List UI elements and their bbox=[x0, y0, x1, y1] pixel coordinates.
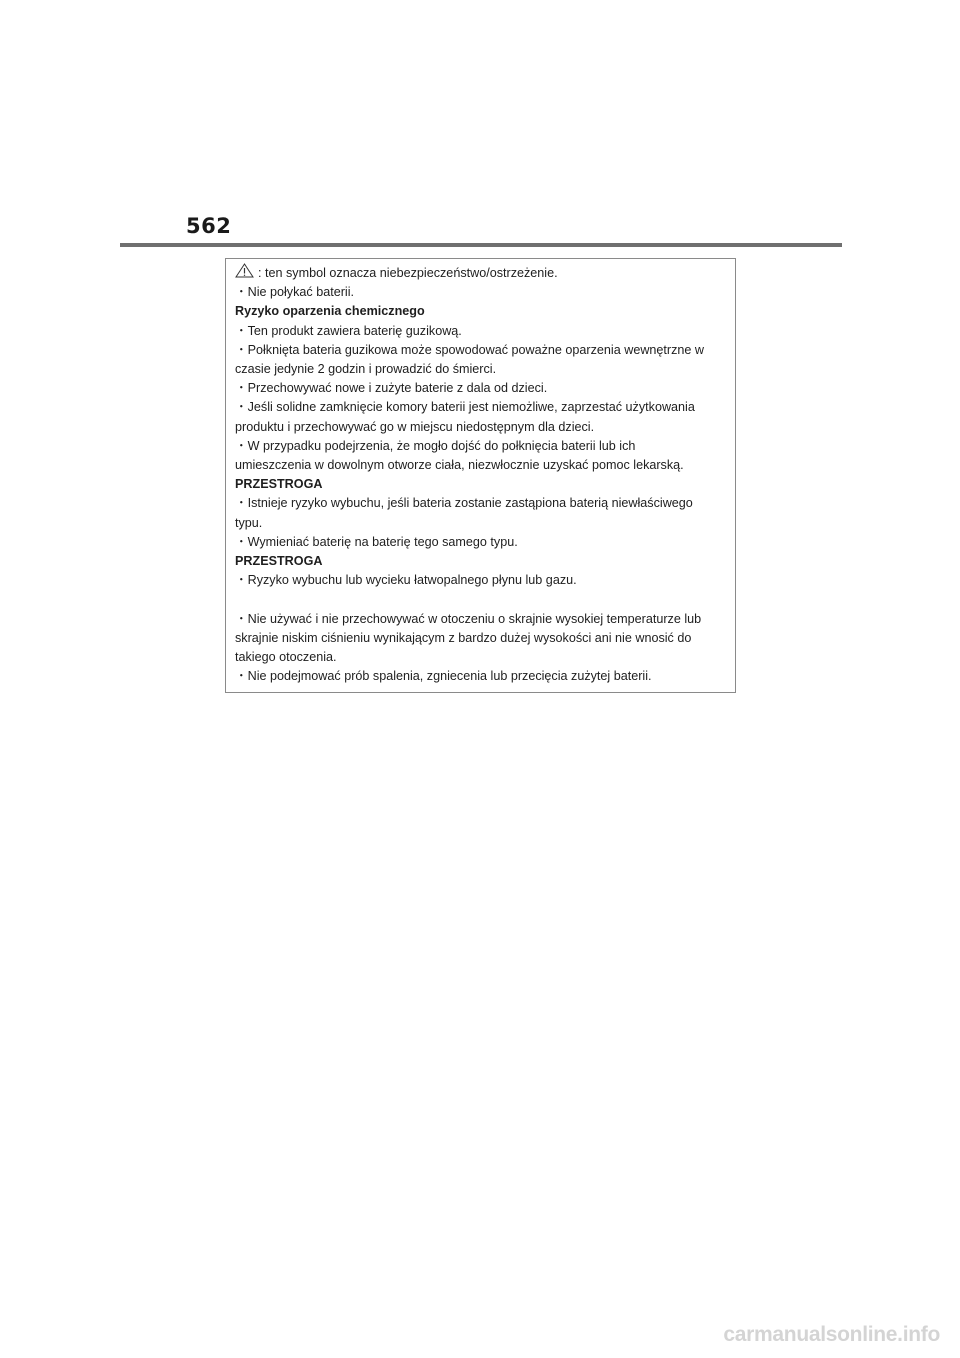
warning-box bbox=[225, 258, 736, 693]
symbol-line bbox=[235, 263, 735, 283]
warning-line: ・Wymieniać baterię na baterię tego samego typu. bbox=[235, 534, 518, 549]
warning-line: umieszczenia w dowolnym otworze ciała, niezwłocznie uzyskać pomoc lekarską. bbox=[235, 458, 684, 473]
warning-line: ・Nie połykać baterii. bbox=[235, 285, 354, 300]
page-number: 562 bbox=[186, 214, 232, 238]
warning-line: skrajnie niskim ciśnieniu wynikającym z bardzo dużej wysokości ani nie wnosić do bbox=[235, 630, 692, 645]
warning-line: takiego otoczenia. bbox=[235, 650, 337, 665]
warning-line: ・Nie używać i nie przechowywać w otoczeniu o skrajnie wysokiej temperaturze lub bbox=[235, 611, 702, 626]
warning-triangle-icon bbox=[235, 263, 254, 278]
warning-line: ・Ryzyko wybuchu lub wycieku łatwopalnego płynu lub gazu. bbox=[235, 573, 577, 588]
warning-heading: PRZESTROGA bbox=[235, 477, 323, 492]
warning-lines bbox=[235, 283, 735, 686]
footer-watermark: carmanualsonline.info bbox=[723, 1323, 940, 1346]
warning-line: ・Połknięta bateria guzikowa może spowodować poważne oparzenia wewnętrzne w bbox=[235, 342, 705, 357]
warning-heading: PRZESTROGA bbox=[235, 554, 323, 569]
warning-line bbox=[235, 590, 735, 609]
symbol-line-text: : ten symbol oznacza niebezpieczeństwo/ostrzeżenie. bbox=[258, 266, 558, 280]
warning-line: ・Przechowywać nowe i zużyte baterie z dala od dzieci. bbox=[235, 381, 548, 396]
warning-line: ・W przypadku podejrzenia, że mogło dojść do połknięcia baterii lub ich bbox=[235, 438, 636, 453]
warning-line: ・Nie podejmować prób spalenia, zgniecenia lub przecięcia zużytej baterii. bbox=[235, 669, 652, 684]
warning-line: czasie jedynie 2 godzin i prowadzić do śmierci. bbox=[235, 362, 497, 377]
warning-line: ・Istnieje ryzyko wybuchu, jeśli bateria zostanie zastąpiona baterią niewłaściwego bbox=[235, 496, 693, 511]
warning-line: ・Ten produkt zawiera baterię guzikową. bbox=[235, 323, 462, 338]
header-rule bbox=[120, 243, 842, 247]
warning-line: produktu i przechowywać go w miejscu niedostępnym dla dzieci. bbox=[235, 419, 595, 434]
warning-line: ・Jeśli solidne zamknięcie komory baterii jest niemożliwe, zaprzestać użytkowania bbox=[235, 400, 695, 415]
warning-line: typu. bbox=[235, 515, 263, 530]
warning-heading: Ryzyko oparzenia chemicznego bbox=[235, 304, 425, 319]
